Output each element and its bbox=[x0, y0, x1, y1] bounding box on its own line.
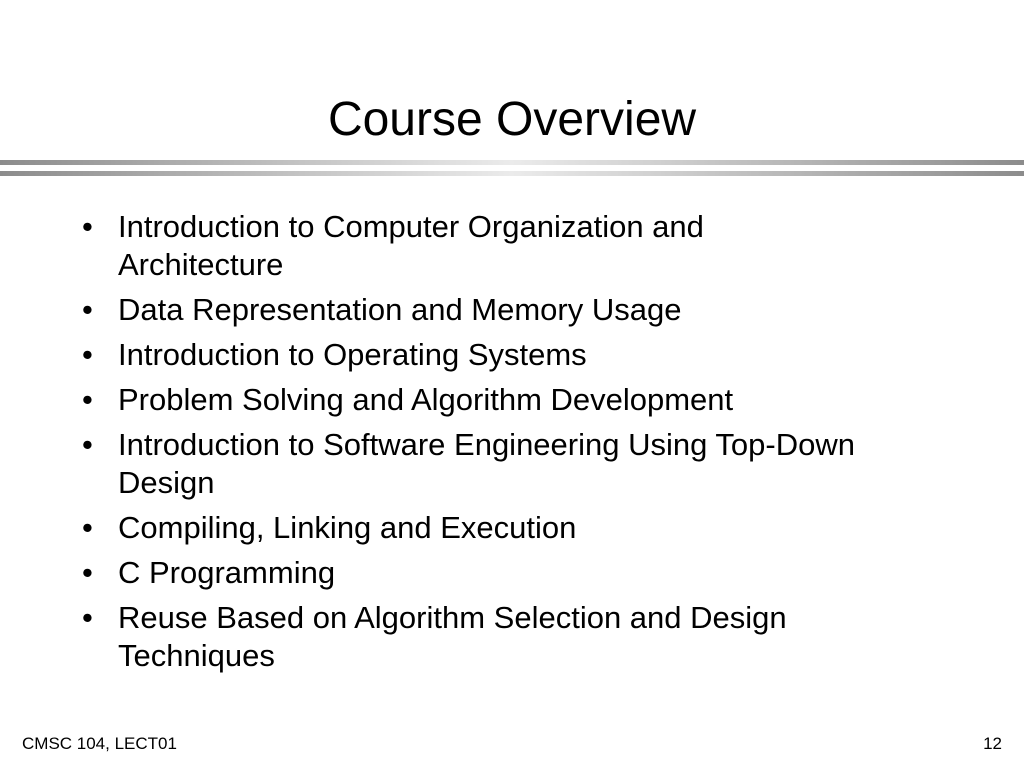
bullet-text: Compiling, Linking and Execution bbox=[118, 510, 577, 545]
bullet-text: Reuse Based on Algorithm Selection and Design Techniques bbox=[118, 600, 787, 673]
bullet-text: Data Representation and Memory Usage bbox=[118, 292, 682, 327]
title-divider-rule bbox=[0, 158, 1024, 180]
bullet-item bbox=[72, 599, 872, 675]
bullet-text: Introduction to Software Engineering Using Top-Down Design bbox=[118, 427, 855, 500]
bullet-icon: • bbox=[82, 337, 93, 372]
bullet-item bbox=[72, 509, 872, 547]
bullet-icon: • bbox=[82, 427, 93, 462]
bullet-item bbox=[72, 554, 872, 592]
footer-page-number: 12 bbox=[983, 734, 1002, 753]
bullet-list bbox=[72, 208, 872, 682]
bullet-icon: • bbox=[82, 600, 93, 635]
bullet-icon: • bbox=[82, 510, 93, 545]
bullet-icon: • bbox=[82, 209, 93, 244]
footer-course-label: CMSC 104, LECT01 bbox=[22, 734, 177, 753]
bullet-icon: • bbox=[82, 292, 93, 327]
bullet-text: Introduction to Computer Organization and Architecture bbox=[118, 209, 704, 282]
bullet-icon: • bbox=[82, 555, 93, 590]
bullet-item bbox=[72, 208, 872, 284]
bullet-text: C Programming bbox=[118, 555, 336, 590]
bullet-text: Introduction to Operating Systems bbox=[118, 337, 587, 372]
bullet-icon: • bbox=[82, 382, 93, 417]
bullet-text: Problem Solving and Algorithm Development bbox=[118, 382, 734, 417]
bullet-item bbox=[72, 381, 872, 419]
bullet-item bbox=[72, 426, 872, 502]
slide-title: Course Overview bbox=[327, 93, 697, 146]
bullet-item bbox=[72, 291, 872, 329]
bullet-item bbox=[72, 336, 872, 374]
